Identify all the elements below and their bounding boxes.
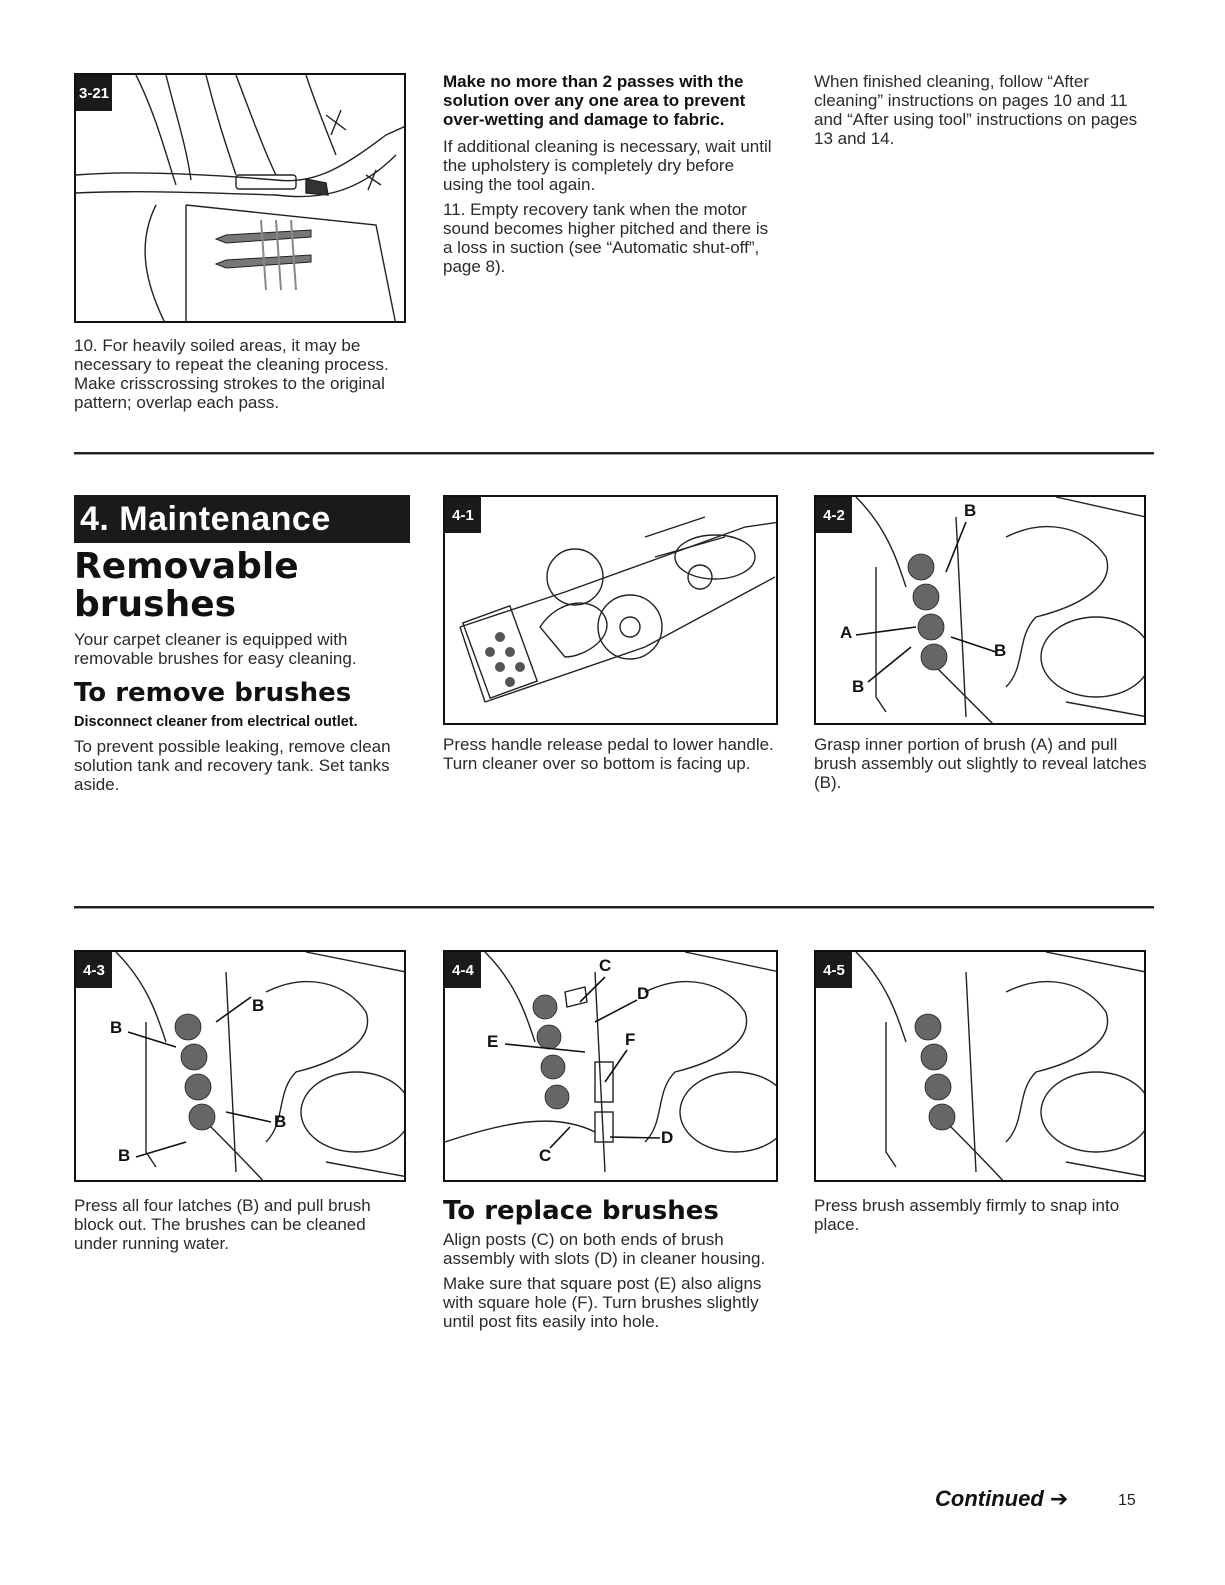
section-divider — [74, 906, 1154, 909]
callout-label: D — [637, 984, 650, 1003]
brush-latch-illustration — [816, 497, 1146, 725]
callout-label: B — [964, 501, 977, 520]
figure-tag: 4-2 — [816, 497, 852, 533]
figure-4-1-caption: Press handle release pedal to lower handle. Turn cleaner over so bottom is facing up. — [443, 735, 774, 773]
figure-4-5-caption: Press brush assembly firmly to snap into place. — [814, 1196, 1120, 1234]
callout-label: C — [539, 1146, 552, 1165]
step-11-text: 11. Empty recovery tank when the motor sound becomes higher pitched and there is a loss in suction (see “Automatic shut-off”, page 8). — [443, 200, 769, 276]
step-10-text: 10. For heavily soiled areas, it may be necessary to repeat the cleaning process. Make crisscrossing strokes to the original pattern; overlap each pass. — [74, 336, 389, 412]
callout-label: F — [625, 1030, 636, 1049]
figure-3-21 — [74, 73, 406, 323]
square-post-text: Make sure that square post (E) also aligns with square hole (F). Turn brushes slightly until post fits easily into hole. — [443, 1274, 762, 1331]
right-arrow-icon: ➔ — [1049, 1486, 1069, 1511]
figure-4-1 — [443, 495, 778, 725]
page-number: 15 — [1118, 1492, 1136, 1509]
remove-brushes-heading: To remove brushes — [74, 678, 352, 708]
brushes-intro-text: Your carpet cleaner is equipped with removable brushes for easy cleaning. — [74, 630, 357, 668]
brush-alignment-illustration — [445, 952, 778, 1182]
figure-tag: 3-21 — [76, 75, 112, 111]
section-divider — [74, 452, 1154, 455]
callout-label: B — [274, 1112, 287, 1131]
callout-label: B — [252, 996, 265, 1015]
continued-label — [935, 1486, 1068, 1512]
figure-4-2-caption: Grasp inner portion of brush (A) and pull brush assembly out slightly to reveal latches (B). — [814, 735, 1147, 792]
callout-label: B — [118, 1146, 131, 1165]
callout-label: C — [599, 956, 612, 975]
replace-brushes-heading: To replace brushes — [443, 1196, 719, 1226]
figure-tag: 4-1 — [445, 497, 481, 533]
callout-label: A — [840, 623, 853, 642]
figure-4-3-caption: Press all four latches (B) and pull brush block out. The brushes can be cleaned under running water. — [74, 1196, 371, 1253]
section-banner: 4. Maintenance — [74, 495, 410, 543]
figure-4-4 — [443, 950, 778, 1182]
align-posts-text: Align posts (C) on both ends of brush assembly with slots (D) in cleaner housing. — [443, 1230, 766, 1268]
finished-cleaning-text: When finished cleaning, follow “After cleaning” instructions on pages 10 and 11 and “After using tool” instructions on pages 13 and 14. — [814, 72, 1138, 148]
cleaner-bottom-illustration — [445, 497, 778, 725]
callout-label: B — [852, 677, 865, 696]
figure-4-2 — [814, 495, 1146, 725]
upholstery-cleaning-illustration — [76, 75, 406, 323]
prevent-leaking-text: To prevent possible leaking, remove clean solution tank and recovery tank. Set tanks aside. — [74, 737, 391, 794]
callout-label: B — [110, 1018, 123, 1037]
figure-4-3 — [74, 950, 406, 1182]
figure-tag: 4-4 — [445, 952, 481, 988]
removable-brushes-heading: Removable brushes — [74, 546, 299, 625]
additional-cleaning-text: If additional cleaning is necessary, wait until the upholstery is completely dry before using the tool again. — [443, 137, 772, 194]
callout-label: D — [661, 1128, 674, 1147]
figure-tag: 4-5 — [816, 952, 852, 988]
continued-text: Continued — [935, 1486, 1044, 1511]
figure-tag: 4-3 — [76, 952, 112, 988]
brush-snap-illustration — [816, 952, 1146, 1182]
over-wetting-warning: Make no more than 2 passes with the solution over any one area to prevent over-wetting and damage to fabric. — [443, 72, 746, 129]
disconnect-warning: Disconnect cleaner from electrical outlet. — [74, 714, 358, 730]
callout-label: E — [487, 1032, 499, 1051]
callout-label: B — [994, 641, 1007, 660]
figure-4-5 — [814, 950, 1146, 1182]
